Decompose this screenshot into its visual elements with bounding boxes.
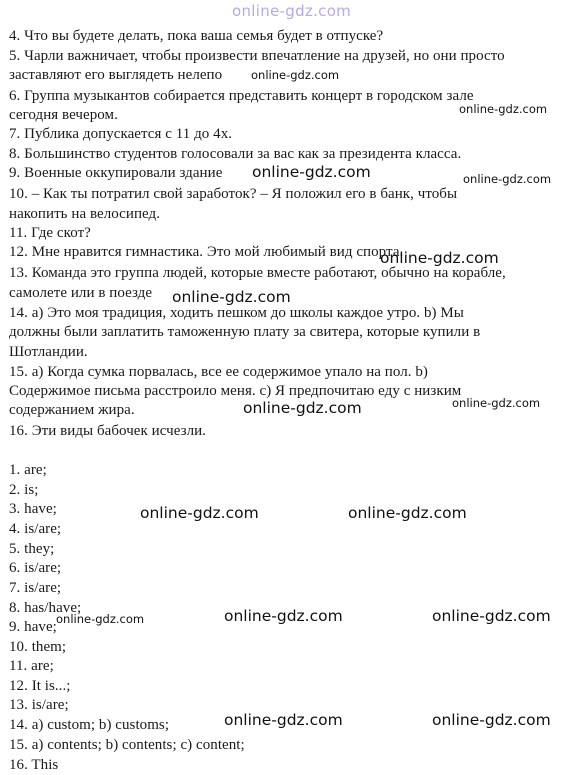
watermark: online-gdz.com — [459, 102, 548, 116]
watermark: online-gdz.com — [251, 68, 340, 82]
watermark: online-gdz.com — [452, 396, 541, 410]
sentence-line: самолете или в поезде — [9, 285, 153, 301]
header-watermark: online-gdz.com — [232, 2, 352, 20]
answer-line: 1. are; — [9, 462, 47, 478]
sentence-line: 4. Что вы будете делать, пока ваша семья будет в отпуске? — [9, 28, 384, 44]
sentence-line: 12. Мне нравится гимнастика. Это мой любимый вид спорта. — [9, 244, 404, 260]
sentence-line: 10. – Как ты потратил свой заработок? – Я положил его в банк, чтобы — [9, 186, 458, 202]
watermark: online-gdz.com — [463, 172, 552, 186]
sentence-line: сегодня вечером. — [9, 107, 118, 123]
watermark: online-gdz.com — [380, 249, 499, 267]
sentence-line: содержанием жира. — [9, 402, 135, 418]
answer-line: 8. has/have; — [9, 600, 82, 616]
answer-line: 3. have; — [9, 501, 57, 517]
answer-line: 11. are; — [9, 658, 54, 674]
watermark: online-gdz.com — [56, 612, 145, 626]
sentence-line: 11. Где скот? — [9, 225, 91, 241]
sentence-line: 8. Большинство студентов голосовали за вас как за президента класса. — [9, 146, 462, 162]
sentence-line: 14. a) Это моя традиция, ходить пешком до школы каждое утро. b) Мы — [9, 305, 464, 321]
watermark: online-gdz.com — [172, 288, 291, 306]
answer-line: 13. is/are; — [9, 697, 69, 713]
sentence-line: 15. a) Когда сумка порвалась, все ее содержимое упало на пол. b) — [9, 364, 428, 380]
watermark: online-gdz.com — [348, 504, 467, 522]
sentence-line: 5. Чарли важничает, чтобы произвести впечатление на друзей, но они просто — [9, 48, 505, 64]
answer-line: 4. is/are; — [9, 521, 62, 537]
sentence-line: накопить на велосипед. — [9, 206, 161, 222]
watermark: online-gdz.com — [224, 711, 343, 729]
answer-line: 7. is/are; — [9, 580, 62, 596]
answer-line: 12. It is...; — [9, 678, 71, 694]
answer-line: 9. have; — [9, 619, 57, 635]
watermark: online-gdz.com — [252, 163, 371, 181]
watermark: online-gdz.com — [432, 711, 551, 729]
answer-line: 5. they; — [9, 541, 55, 557]
watermark: online-gdz.com — [224, 607, 343, 625]
watermark: online-gdz.com — [432, 607, 551, 625]
answer-line: 2. is; — [9, 482, 39, 498]
sentence-line: Шотландии. — [9, 344, 88, 360]
answer-line: 10. them; — [9, 639, 67, 655]
answer-line: 14. a) custom; b) customs; — [9, 717, 170, 733]
answer-line: 6. is/are; — [9, 560, 62, 576]
answer-line: 16. This — [9, 757, 59, 773]
sentence-line: 9. Военные оккупировали здание — [9, 165, 223, 181]
sentence-line: должны были заплатить таможенную плату за свитера, которые купили в — [9, 324, 481, 340]
watermark: online-gdz.com — [140, 504, 259, 522]
sentence-line: 16. Эти виды бабочек исчезли. — [9, 423, 206, 439]
sentence-line: 13. Команда это группа людей, которые вместе работают, обычно на корабле, — [9, 265, 506, 281]
sentence-line: 7. Публика допускается с 11 до 4х. — [9, 126, 233, 142]
watermark: online-gdz.com — [243, 399, 362, 417]
answer-line: 15. a) contents; b) contents; c) content; — [9, 737, 245, 753]
sentence-line: заставляют его выглядеть нелепо — [9, 67, 223, 83]
sentence-line: Содержимое письма расстроило меня. c) Я предпочитаю еду с низким — [9, 383, 462, 399]
sentence-line: 6. Группа музыкантов собирается представить концерт в городском зале — [9, 88, 474, 104]
